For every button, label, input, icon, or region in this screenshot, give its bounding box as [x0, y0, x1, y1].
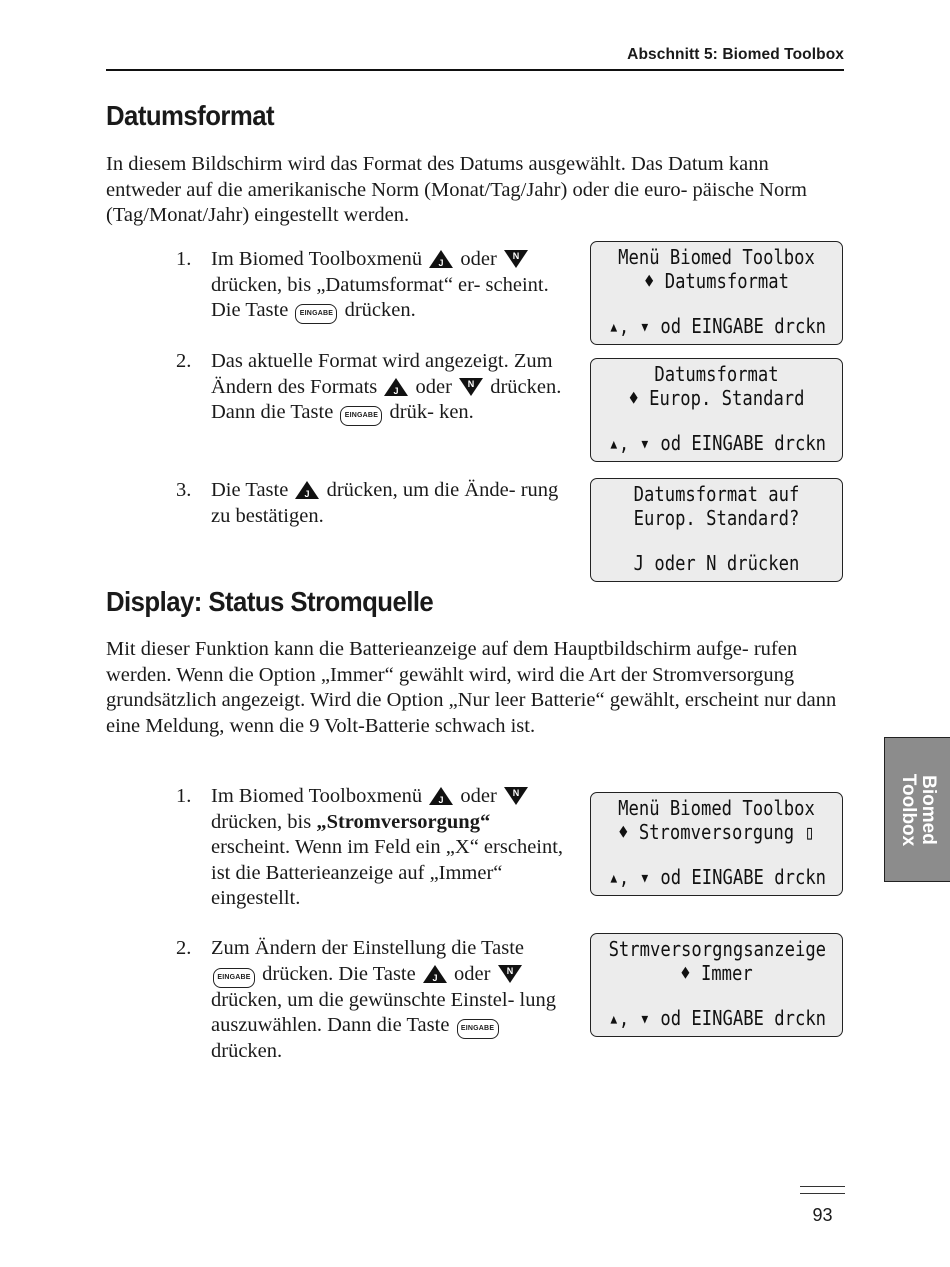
step-2-datumsformat [176, 349, 566, 426]
key-letter: J [393, 385, 399, 396]
eingabe-key-icon: EINGABE [457, 1019, 499, 1039]
eingabe-key-icon: EINGABE [295, 304, 337, 324]
section-intro-status-stromquelle: Mit dieser Funktion kann die Batterieanzeige auf dem Hauptbildschirm aufge- rufen werden. Wenn die Option „Immer“ gewählt wird, wird die Art der Stromversorgung grundsätzlich angezeigt. Wird die Option „Nur leer Batterie“ gewählt, erscheint nur dann eine Meldung, wenn die 9 Volt-Batterie schwach ist. [106, 638, 837, 737]
key-letter: J [438, 795, 444, 805]
lcd-line: Strmversorgngsanzeige [608, 937, 827, 961]
step-1-stromquelle [176, 784, 566, 912]
step-number: 1. [176, 248, 192, 270]
up-arrow-key-icon [428, 786, 454, 806]
step-text-emphasis: „Stromversorgung“ [316, 810, 491, 833]
step-text: Das aktuelle Format wird angezeigt. Zum Ändern des Formats [211, 350, 553, 398]
step-text: oder [453, 962, 491, 985]
step-text: drücken. [344, 299, 416, 322]
lcd-line: Datumsformat [654, 362, 779, 386]
key-letter: N [467, 378, 475, 389]
down-arrow-key-icon [497, 964, 523, 984]
lcd-line: ♦ Datumsformat [644, 269, 789, 293]
lcd-screen-datumsformat-confirm [590, 478, 843, 582]
step-text: Die Taste [211, 479, 289, 501]
step-text: Zum Ändern der Einstellung die Taste [211, 937, 525, 959]
page-number: 93 [812, 1205, 833, 1225]
key-letter: J [438, 258, 444, 268]
step-text: oder [460, 248, 497, 270]
footer-rule [800, 1186, 845, 1187]
lcd-line: ♦ Europ. Standard [628, 386, 805, 410]
lcd-screen-datumsformat-current [590, 358, 843, 462]
side-tab-label [898, 773, 938, 845]
step-2-stromquelle [176, 936, 566, 1065]
lcd-screen-stromversorgungsanzeige [590, 933, 843, 1037]
lcd-line: ▴, ▾ od EINGABE drckn [608, 431, 827, 455]
eingabe-key-icon: EINGABE [213, 968, 255, 988]
section-intro-datumsformat: In diesem Bildschirm wird das Format des Datums ausgewählt. Das Datum kann entweder auf die amerikanische Norm (Monat/Tag/Jahr) oder die euro- päische Norm (Tag/Monat/Jahr) eingestellt werden. [106, 153, 807, 227]
side-tab-line: Biomed [917, 774, 939, 845]
side-tab-line: Toolbox [897, 773, 919, 846]
down-arrow-key-icon [458, 377, 484, 397]
up-arrow-key-icon [422, 964, 448, 984]
step-1-datumsformat [176, 247, 566, 324]
lcd-screen-menu-datumsformat [590, 241, 843, 345]
section-title-datumsformat: Datumsformat [106, 100, 275, 131]
up-arrow-key-icon [383, 377, 409, 397]
key-letter: J [304, 489, 310, 499]
step-text: Im Biomed Toolboxmenü [211, 785, 423, 807]
step-text: drücken, bis „Datumsformat“ er- scheint. Die Taste [211, 273, 549, 322]
key-letter: N [506, 965, 513, 976]
lcd-line: ♦ Immer [680, 961, 753, 985]
header-rule [106, 69, 844, 71]
key-letter: N [512, 788, 520, 798]
step-text: oder [415, 375, 452, 398]
step-text: drücken. [211, 1040, 283, 1063]
step-text: Im Biomed Toolboxmenü [211, 248, 423, 270]
down-arrow-key-icon [503, 786, 529, 806]
step-text: oder [460, 785, 497, 807]
key-letter: J [432, 972, 438, 983]
step-number: 2. [176, 937, 192, 959]
step-number: 3. [176, 479, 192, 501]
lcd-line: ♦ Stromversorgung ▯ [618, 820, 815, 844]
lcd-line: Europ. Standard? [633, 506, 800, 530]
section-title-status-stromquelle: Display: Status Stromquelle [106, 586, 434, 617]
step-text: drücken, um die gewünschte Einstel- lung auszuwählen. Dann die Taste [211, 988, 556, 1037]
lcd-line: Menü Biomed Toolbox [618, 796, 815, 820]
up-arrow-key-icon [294, 480, 320, 500]
up-arrow-key-icon [428, 249, 454, 269]
eingabe-key-icon: EINGABE [340, 406, 382, 426]
step-text: drücken. Dann die Taste [211, 375, 562, 424]
lcd-line: ▴, ▾ od EINGABE drckn [608, 314, 827, 338]
running-header: Abschnitt 5: Biomed Toolbox [627, 46, 844, 63]
down-arrow-key-icon [503, 249, 529, 269]
lcd-line: ▴, ▾ od EINGABE drckn [608, 1006, 827, 1030]
step-text: erscheint. Wenn im Feld ein „X“ erscheint, ist die Batterieanzeige auf „Immer“ eingestellt. [211, 836, 564, 910]
chapter-side-tab [884, 737, 950, 882]
lcd-screen-menu-stromversorgung [590, 792, 843, 896]
lcd-line: J oder N drücken [633, 551, 800, 575]
step-text: drücken, bis [211, 810, 312, 833]
lcd-line: ▴, ▾ od EINGABE drckn [608, 865, 827, 889]
step-text: drücken, um die Ände- rung zu bestätigen. [211, 479, 559, 527]
step-number: 2. [176, 350, 192, 372]
key-letter: N [512, 251, 520, 261]
lcd-line: Menü Biomed Toolbox [618, 245, 815, 269]
footer-rule [800, 1193, 845, 1194]
step-text: drücken. Die Taste [262, 962, 416, 985]
step-text: drük- ken. [389, 401, 474, 424]
step-number: 1. [176, 785, 192, 807]
step-3-datumsformat [176, 478, 566, 529]
lcd-line: Datumsformat auf [633, 482, 800, 506]
